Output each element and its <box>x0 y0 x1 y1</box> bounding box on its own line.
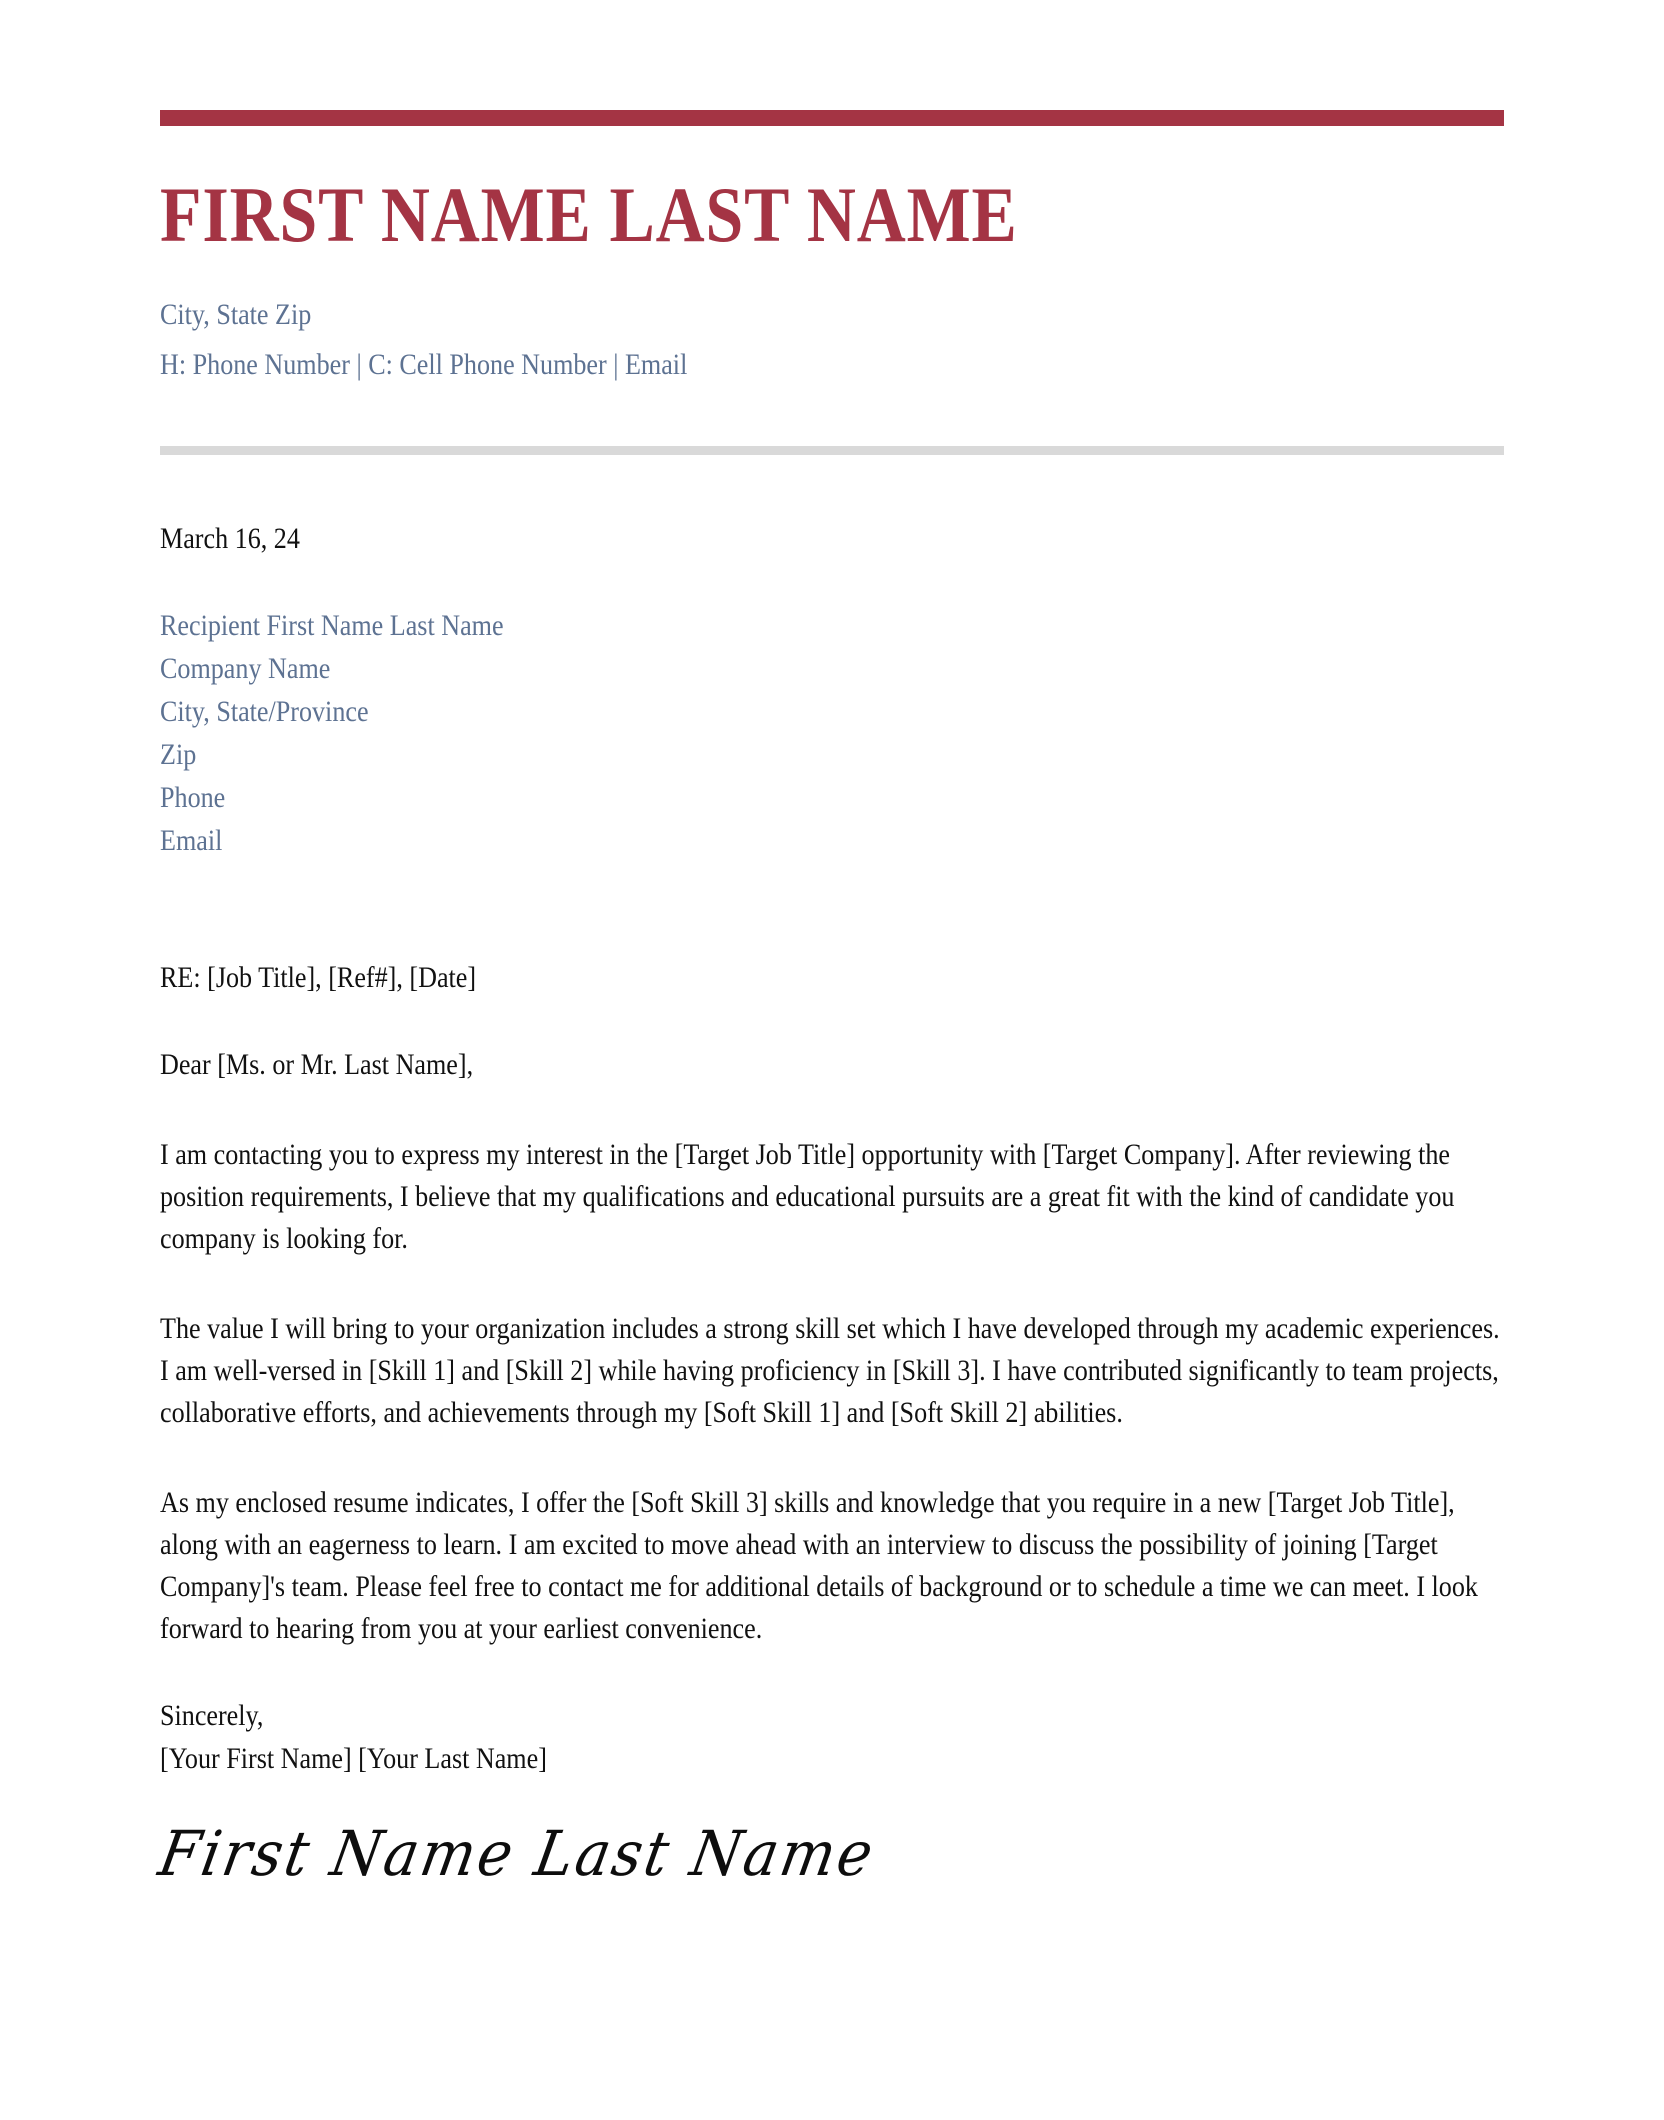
body-paragraph-skills: The value I will bring to your organization includes a strong skill set which I have developed through my academic experiences. I am well-versed in [Skill 1] and [Skill 2] while having proficiency in [Skill 3]. I have contributed significantly to team projects, collaborative efforts, and achievements through my [Soft Skill 1] and [Soft Skill 2] abilities. <box>160 1312 1500 1429</box>
body-paragraph-intro: I am contacting you to express my interest in the [Target Job Title] opportunity with [Target Company]. After reviewing the position requirements, I believe that my qualifications and educational pursuits are a great fit with the kind of candidate you company is looking for. <box>160 1138 1455 1255</box>
sender-address-line: City, State Zip <box>160 298 312 331</box>
body-paragraph-closing: As my enclosed resume indicates, I offer the [Soft Skill 3] skills and knowledge that you require in a new [Target Job Title], along with an eagerness to learn. I am excited to move ahead with an interview to discuss the possibility of joining [Target Company]'s team. Please feel free to contact me for additional details of background or to schedule a time we can meet. I look forward to hearing from you at your earliest convenience. <box>160 1486 1478 1645</box>
header-divider-rule <box>160 446 1504 455</box>
letter-date: March 16, 24 <box>160 522 300 555</box>
closing-typed-name: [Your First Name] [Your Last Name] <box>160 1742 547 1775</box>
sender-phone-email-line: H: Phone Number | C: Cell Phone Number | Email <box>160 348 688 381</box>
recipient-address-block <box>160 604 1504 862</box>
recipient-city-line: City, State/Province <box>160 695 369 728</box>
recipient-name-line: Recipient First Name Last Name <box>160 609 504 642</box>
salutation-line: Dear [Ms. or Mr. Last Name], <box>160 1048 474 1081</box>
handwritten-signature: First Name Last Name <box>153 1817 882 1890</box>
recipient-zip-line: Zip <box>160 738 197 771</box>
closing-sincerely: Sincerely, <box>160 1699 264 1732</box>
top-accent-bar <box>160 110 1504 126</box>
sender-name-heading: FIRST NAME LAST NAME <box>160 171 1018 258</box>
recipient-phone-line: Phone <box>160 781 226 814</box>
recipient-company-line: Company Name <box>160 652 331 685</box>
recipient-email-line: Email <box>160 824 223 857</box>
subject-re-line: RE: [Job Title], [Ref#], [Date] <box>160 961 477 994</box>
